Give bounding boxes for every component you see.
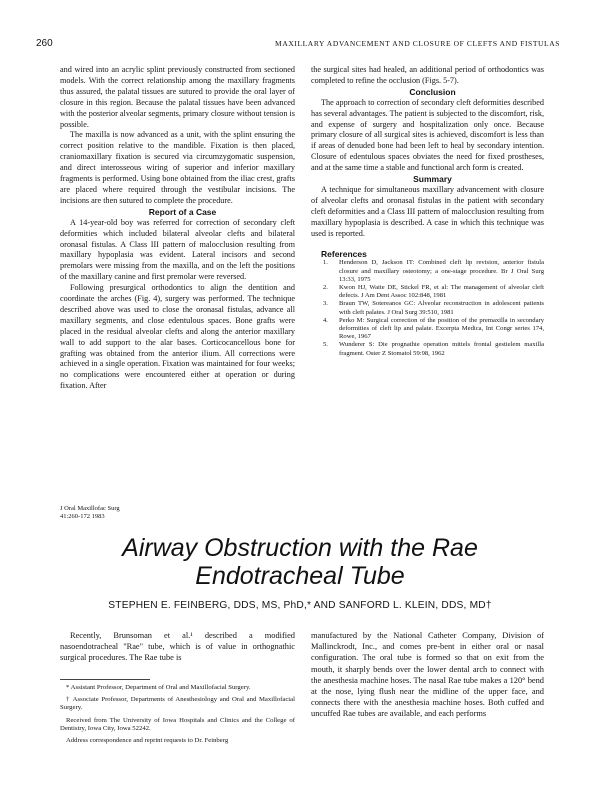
- footnote-4: Address correspondence and reprint requests to Dr. Feinberg: [66, 737, 229, 745]
- right-paragraph-3: A technique for simultaneous maxillary advancement with closure of alveolar clefts and oronasal fistulas in the patient with secondary cleft deformities and a Class III pattern of malocclusion resulting from maxillary hypoplasia is described. A case in which this technique was used is reported.: [311, 184, 544, 238]
- article-authors: STEPHEN E. FEINBERG, DDS, MS, PhD,* AND SANFORD L. KLEIN, DDS, MD†: [108, 600, 492, 611]
- article-title: [0, 534, 600, 590]
- conclusion-heading: Conclusion: [409, 86, 456, 97]
- reference-item: 4. Perko M: Surgical correction of the position of the premaxilla in secondary deformities of cleft lip and palate. Excerpta Medica, Int Congr series 174, Rowe, 1967: [323, 316, 544, 341]
- page-header: [0, 38, 600, 52]
- title-line-2: Endotracheal Tube: [195, 562, 405, 590]
- left-paragraph-4: Following presurgical orthodontics to align the dentition and coordinate the arches (Fig. 4), surgery was performed. The technique described above was used to close the oronasal fistulas, advance all maxillary segments, and close edentulous spaces. Bone grafts were placed in the residual alveolar clefts and along the anterior maxillary wall to add support to the alar bases. Corticocancellous bone for grafting was obtained from the anterior ilium. All corrections were achieved in a single operation. Fixation was maintained for four weeks; no complications were encountered either at operation or during fixation. After: [60, 283, 295, 391]
- reference-item: 5. Wunderer S: Die prognathie operation mittels frontal gestielem maxilla fragment. Oster Z Stomatol 59:98, 1962: [323, 341, 544, 357]
- article-right-column: [311, 630, 544, 720]
- footnotes: [60, 684, 295, 746]
- left-column: [60, 65, 295, 392]
- footnote-rule: [60, 679, 150, 680]
- references-list: [311, 259, 544, 357]
- references-heading: References: [321, 248, 367, 259]
- right-paragraph-2: The approach to correction of secondary cleft deformities described has several advantages. The patient is subjected to the discomfort, risk, and expense of surgery and hospitalization only once. Because primary closure of all surgical sites is achieved, discomfort is less than if areas of denuded bone had been left to heal by secondary intention. Closure of edentulous spaces obviates the need for fixed prostheses, and at the same time a stable and functional arch form is created.: [311, 97, 544, 173]
- article-body-right: manufactured by the National Catheter Company, Division of Mallinckrodt, Inc., and comes pre-bent in either oral or nasal configuration. The oral tube is formed so that on exit from the mouth, it sharply bends over the lower dental arch to connect with the anesthesia machine hoses. The nasal Rae tube makes a 120° bend at the nose, lying flush near the midline of the upper face, and connects there with the anesthesia machine hoses. Both cuffed and uncuffed Rae tubes are available, and each performs: [311, 631, 544, 719]
- citation-volume: 41:260-172 1983: [60, 513, 105, 520]
- footnote-2: † Associate Professor, Departments of Anesthesiology and Oral and Maxillofacial Surgery.: [60, 695, 295, 712]
- case-report-heading: Report of a Case: [148, 206, 217, 217]
- left-paragraph-1: and wired into an acrylic splint previously constructed from sectioned models. With the correct relationship among the maxillary fragments thus assured, the palatal tissues are sutured to provide the oral layer of closure in this region. Because the palatal tissues have been advanced with the posterior alveolar segments, primary closure without tension is possible.: [60, 65, 295, 129]
- citation-journal: J Oral Maxillofac Surg: [60, 505, 120, 512]
- summary-heading: Summary: [413, 174, 452, 185]
- left-paragraph-2: The maxilla is now advanced as a unit, with the splint ensuring the correct position relative to the mandible. Fixation is then placed, craniomaxillary fixation is secured via circumzygomatic suspension, and direct interosseous wiring of superior and inferior maxillary fragments is performed. Using bone obtained from the iliac crest, grafts are placed where required through the vestibular incisions. The incisions are then sutured to complete the procedure.: [60, 130, 295, 205]
- running-head: MAXILLARY ADVANCEMENT AND CLOSURE OF CLEFTS AND FISTULAS: [275, 39, 560, 48]
- left-paragraph-3: A 14-year-old boy was referred for correction of secondary cleft deformities which included bilateral alveolar clefts and bilateral oronasal fistulas. A Class III pattern of malocclusion resulting from maxillary hypoplasia was evident. Lateral incisors and second premolars were missing from the maxilla, and on the left the positions of the maxillary canine and first premolar were reversed.: [60, 217, 295, 282]
- article-left-column: [60, 630, 295, 749]
- reference-item: 3. Braun TW, Sotereanos GC: Alveolar reconstruction in adolescent patients with cleft palates. J Oral Surg 39:510, 1981: [323, 300, 544, 316]
- page-number: 260: [36, 38, 53, 49]
- title-line-1: Airway Obstruction with the Rae: [122, 534, 478, 562]
- journal-citation: [60, 505, 120, 521]
- footnote-1: * Assistant Professor, Department of Oral and Maxillofacial Surgery.: [66, 683, 251, 691]
- reference-item: 1. Henderson D, Jackson IT: Combined cleft lip revision, anterior fistula closure and maxillary osteotomy; a one-stage procedure. Br J Oral Surg 13:33, 1975: [323, 259, 544, 283]
- footnote-3: Received from The University of Iowa Hospitals and Clinics and the College of Dentistry, Iowa City, Iowa 52242.: [60, 716, 295, 732]
- article-body-left: Recently, Brunsoman et al.¹ described a modified nasoendotracheal "Rae" tube, which is of value in orthognathic surgical procedures. The Rae tube is: [60, 631, 295, 663]
- right-paragraph-1: the surgical sites had healed, an additional period of orthodontics was completed to refine the occlusion (Figs. 5-7).: [311, 65, 544, 85]
- reference-item: 2. Kwon HJ, Waite DE, Stickel FR, et al: The management of alveolar cleft defects. J Am Dent Assoc 102:848, 1981: [323, 284, 544, 300]
- right-column: [311, 65, 544, 358]
